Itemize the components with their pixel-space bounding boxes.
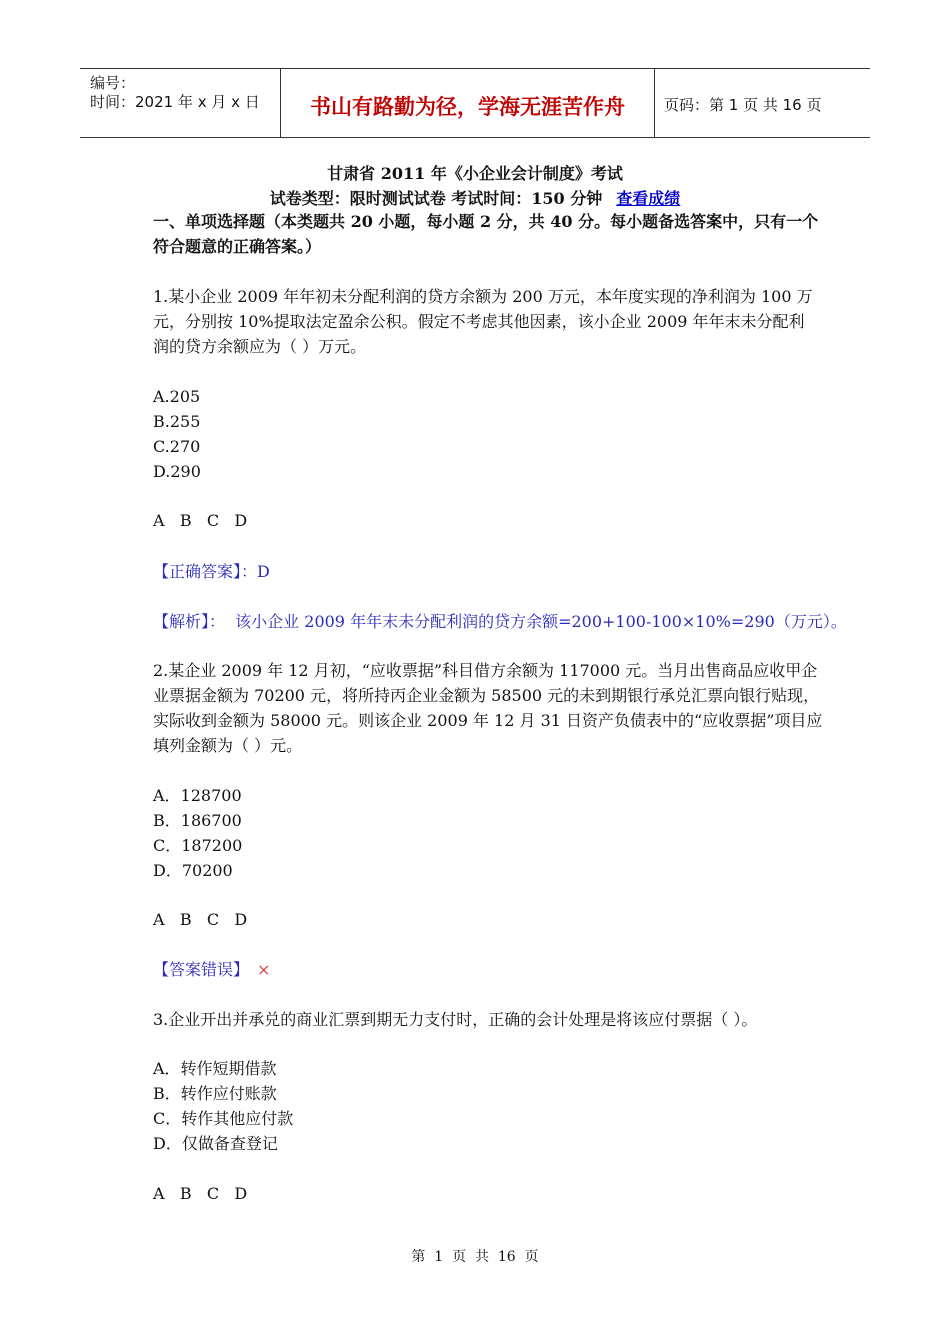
header-right-cell: [654, 69, 870, 137]
q2-answer: 【答案错误】: [153, 960, 250, 979]
page-info: 页码：第 1 页 共 16 页: [664, 96, 822, 114]
header-motto-cell: [280, 69, 655, 137]
q3-choices[interactable]: A B C D: [153, 1184, 248, 1203]
q1-option-b: B.255: [153, 412, 201, 431]
q3-option-b: B．转作应付账款: [153, 1084, 277, 1103]
exam-subtitle-line: [0, 186, 950, 209]
q1-option-c: C.270: [153, 437, 201, 456]
q2-option-a: A．128700: [153, 786, 242, 805]
q2-option-d: D．70200: [153, 861, 233, 880]
q3-stem-line-1: 3.企业开出并承兑的商业汇票到期无力支付时，正确的会计处理是将该应付票据（ ）。: [153, 1010, 758, 1029]
q1-analysis: 【解析】： 该小企业 2009 年年末未分配利润的贷方余额=200+100-100×10%=290（万元）。: [153, 612, 847, 631]
q1-stem-line-3: 润的贷方余额应为（ ）万元。: [153, 337, 367, 356]
q2-option-b: B．186700: [153, 811, 242, 830]
wrong-mark-icon: ×: [257, 960, 271, 979]
q1-option-d: D.290: [153, 462, 201, 481]
q2-stem-line-1: 2.某企业 2009 年 12 月初，“应收票据”科目借方余额为 117000 元。当月出售商品应收甲企: [153, 661, 818, 680]
q2-choices[interactable]: A B C D: [153, 910, 248, 929]
section-heading-2: 符合题意的正确答案。）: [153, 237, 322, 256]
q2-option-c: C．187200: [153, 836, 243, 855]
time-label: 时间：2021 年 x 月 x 日: [90, 93, 260, 111]
serial-label: 编号：: [90, 74, 136, 92]
page-footer: 第 1 页 共 16 页: [411, 1249, 539, 1265]
exam-title: 甘肃省 2011 年《小企业会计制度》考试: [327, 164, 623, 183]
q3-option-c: C．转作其他应付款: [153, 1109, 294, 1128]
q1-option-a: A.205: [153, 387, 201, 406]
q3-option-d: D．仅做备查登记: [153, 1134, 278, 1153]
q3-option-a: A．转作短期借款: [153, 1059, 277, 1078]
q2-answer-line: [153, 957, 833, 982]
q2-stem-line-3: 实际收到金额为 58000 元。则该企业 2009 年 12 月 31 日资产负债表中的“应收票据”项目应: [153, 711, 823, 730]
section-heading-1: 一、单项选择题（本类题共 20 小题，每小题 2 分，共 40 分。每小题备选答案中，只有一个: [153, 212, 819, 231]
q1-stem-line-1: 1.某小企业 2009 年年初未分配利润的贷方余额为 200 万元，本年度实现的净利润为 100 万: [153, 287, 813, 306]
exam-subtitle: 试卷类型：限时测试试卷 考试时间：150 分钟: [269, 189, 603, 208]
header-left-cell: [80, 69, 280, 137]
view-score-link[interactable]: 查看成绩: [616, 189, 681, 208]
document-header: [80, 68, 870, 138]
motto-text: 书山有路勤为径，学海无涯苦作舟: [310, 95, 625, 119]
q1-stem-line-2: 元，分别按 10%提取法定盈余公积。假定不考虑其他因素，该小企业 2009 年年末未分配利: [153, 312, 805, 331]
q2-stem-line-2: 业票据金额为 70200 元，将所持丙企业金额为 58500 元的未到期银行承兑汇票向银行贴现，: [153, 686, 820, 705]
q2-stem-line-4: 填列金额为（ ）元。: [153, 736, 303, 755]
q1-choices[interactable]: A B C D: [153, 511, 248, 530]
q1-answer: 【正确答案】：D: [153, 562, 270, 581]
